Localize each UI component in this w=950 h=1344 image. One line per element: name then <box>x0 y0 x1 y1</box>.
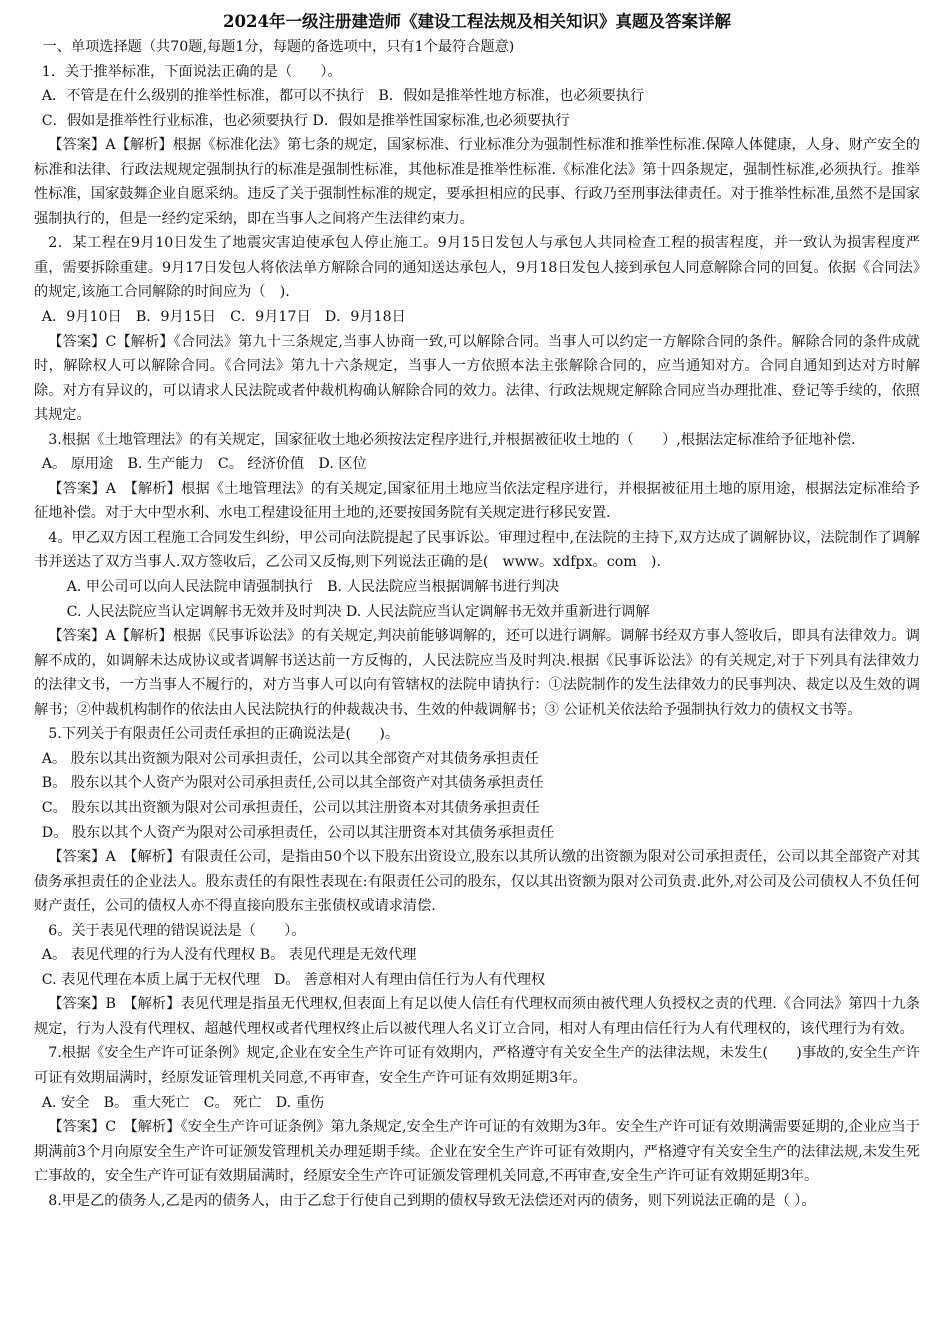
question-options: A。 原用途 B. 生产能力 C。 经济价值 D. 区位 <box>41 456 367 473</box>
answer-explanation: 【答案】C 【解析】《安全生产许可证条例》第九条规定,安全生产许可证的有效期为3年。安全生产许可证有效期满需要延期的,企业应当于期满前3个月向原安全生产许可证颁发管理机关办理延期手续。企业在安全生产许可证有效期内，严格遵守有关安全生产的法律法规,未发生死亡事故的，安全生产许可证有效期届满时，经原安全生产许可证颁发管理机关同意,不再审查,安全生产许可证有效期延期3年。 <box>34 1119 920 1185</box>
question-stem: 7.根据《安全生产许可证条例》规定,企业在安全生产许可证有效期内，严格遵守有关安全生产的法律法规，未发生( )事故的,安全生产许可证有效期届满时，经原发证管理机关同意,不再审查，安全生产许可证有效期延期3年。 <box>34 1045 920 1086</box>
answer-explanation: 【答案】A【解析】根据《标准化法》第七条的规定，国家标准、行业标准分为强制性标准和推举性标准.保障人体健康，人身、财产安全的标准和法律、行政法规规定强制执行的标准是强制性标准，其他标准是推举性标准.《标准化法》第十四条规定，强制性标准,必须执行。推举性标准，国家鼓舞企业自愿采纳。违反了关于强制性标准的规定，要承担相应的民事、行政乃至刑事法律责任。对于推举性标准,虽然不是国家强制执行的，但是一经约定采纳，即在当事人之间将产生法律约束力。 <box>34 137 920 227</box>
question-options: A。 股东以其出资额为限对公司承担责任，公司以其全部资产对其债务承担责任 <box>41 750 539 767</box>
question-options: C。 股东以其出资额为限对公司承担责任，公司以其注册资本对其债务承担责任 <box>41 799 540 816</box>
question-3 <box>34 428 920 526</box>
question-options: C. 人民法院应当认定调解书无效并及时判决 D. 人民法院应当认定调解书无效并重新进行调解 <box>66 603 650 620</box>
question-stem: 3.根据《土地管理法》的有关规定，国家征收土地必须按法定程序进行,并根据被征收土地的（ ）,根据法定标准给予征地补偿. <box>48 431 856 448</box>
question-4 <box>34 526 920 722</box>
question-options: B。 股东以其个人资产为限对公司承担责任,公司以其全部资产对其债务承担责任 <box>41 775 544 792</box>
answer-explanation: 【答案】B 【解析】表见代理是指虽无代理权,但表面上有足以使人信任有代理权而须由被代理人负授权之责的代理.《合同法》第四十九条规定，行为人没有代理权、超越代理权或者代理权终止后以被代理人名义订立合同，相对人有理由信任行为人有代理权的，该代理行为有效。 <box>34 996 920 1037</box>
question-stem: 1．关于推举标准，下面说法正确的是（ ）。 <box>41 63 342 80</box>
question-options: A．9月10日 B．9月15日 C．9月17日 D．9月18日 <box>41 309 406 326</box>
question-options: C．假如是推举性行业标准，也必须要执行 D．假如是推举性国家标准,也必须要执行 <box>41 112 570 129</box>
question-stem: 2．某工程在9月10日发生了地震灾害迫使承包人停止施工。9月15日发包人与承包人共同检查工程的损害程度，并一致认为损害程度严重，需要拆除重建。9月17日发包人将依法单方解除合同的通知送达承包人，9月18日发包人接到承包人同意解除合同的回复。依据《合同法》的规定,该施工合同解除的时间应为（ ). <box>34 235 920 301</box>
question-8 <box>34 1189 920 1214</box>
question-stem: 5.下列关于有限责任公司责任承担的正确说法是( )。 <box>48 726 400 743</box>
question-6 <box>34 919 920 1042</box>
question-options: D。 股东以其个人资产为限对公司承担责任，公司以其注册资本对其债务承担责任 <box>41 824 555 841</box>
question-1 <box>34 60 920 232</box>
answer-explanation: 【答案】C【解析】《合同法》第九十三条规定,当事人协商一致,可以解除合同。当事人可以约定一方解除合同的条件。解除合同的条件成就时，解除权人可以解除合同。《合同法》第九十六条规定，当事人一方依照本法主张解除合同的，应当通知对方。合同自通知到达对方时解除。对方有异议的，可以请求人民法院或者仲裁机构确认解除合同的效力。法律、行政法规规定解除合同应当办理批准、登记等手续的，依照其规定。 <box>34 333 920 424</box>
question-options: C. 表见代理在本质上属于无权代理 D。 善意相对人有理由信任行为人有代理权 <box>41 971 546 988</box>
section-heading: 一、单项选择题（共70题,每题1分，每题的备选项中，只有1个最符合题意) <box>42 39 515 55</box>
question-options: A. 安全 B。 重大死亡 C。 死亡 D. 重伤 <box>41 1094 325 1111</box>
question-2 <box>34 231 920 427</box>
question-stem: 6。关于表见代理的错误说法是（ ）。 <box>48 922 306 939</box>
question-options: A。 表见代理的行为人没有代理权 B。 表见代理是无效代理 <box>41 947 417 964</box>
answer-explanation: 【答案】A【解析】根据《民事诉讼法》的有关规定,判决前能够调解的，还可以进行调解。调解书经双方事人签收后，即具有法律效力。调解不成的，如调解未达成协议或者调解书送达前一方反悔的，人民法院应当及时判决.根据《民事诉讼法》的有关规定,对于下列具有法律效力的法律文书，一方当事人不履行的，对方当事人可以向有管辖权的法院申请执行：①法院制作的发生法律效力的民事判决、裁定以及生效的调解书；②仲裁机构制作的依法由人民法院执行的仲裁裁决书、生效的仲裁调解书；③ 公证机关依法给予强制执行效力的债权文书等。 <box>34 628 920 718</box>
question-7 <box>34 1041 920 1188</box>
question-5 <box>34 722 920 918</box>
answer-explanation: 【答案】A 【解析】有限责任公司，是指由50个以下股东出资设立,股东以其所认缴的出资额为限对公司承担责任，公司以其全部资产对其债务承担责任的企业法人。股东责任的有限性表现在:有限责任公司的股东，仅以其出资额为限对公司负责.此外,对公司及公司债权人不负任何财产责任，公司的债权人亦不得直接向股东主张债权或请求清偿. <box>34 849 920 915</box>
question-stem: 8.甲是乙的债务人,乙是丙的债务人，由于乙怠于行使自己到期的债权导致无法偿还对丙的债务，则下列说法正确的是（ ）。 <box>48 1192 816 1209</box>
page-title: 2024年一级注册建造师《建设工程法规及相关知识》真题及答案详解 <box>223 12 731 31</box>
question-options: A. 甲公司可以向人民法院申请强制执行 B. 人民法院应当根据调解书进行判决 <box>66 579 560 596</box>
question-options: A．不管是在什么级别的推举性标准，都可以不执行 B．假如是推举性地方标准，也必须要执行 <box>41 88 645 105</box>
question-stem: 4。甲乙双方因工程施工合同发生纠纷，甲公司向法院提起了民事诉讼。审理过程中,在法院的主持下,双方达成了调解协议，法院制作了调解书并送达了双方当事人.双方签收后，乙公司又反悔,则下列说法正确的是( www。xdfpx。com ). <box>34 529 920 571</box>
answer-explanation: 【答案】A 【解析】根据《土地管理法》的有关规定,国家征用土地应当依法定程序进行，并根据被征用土地的原用途，根据法定标准给予征地补偿。对于大中型水利、水电工程建设征用土地的,还要按国务院有关规定进行移民安置. <box>34 480 920 522</box>
